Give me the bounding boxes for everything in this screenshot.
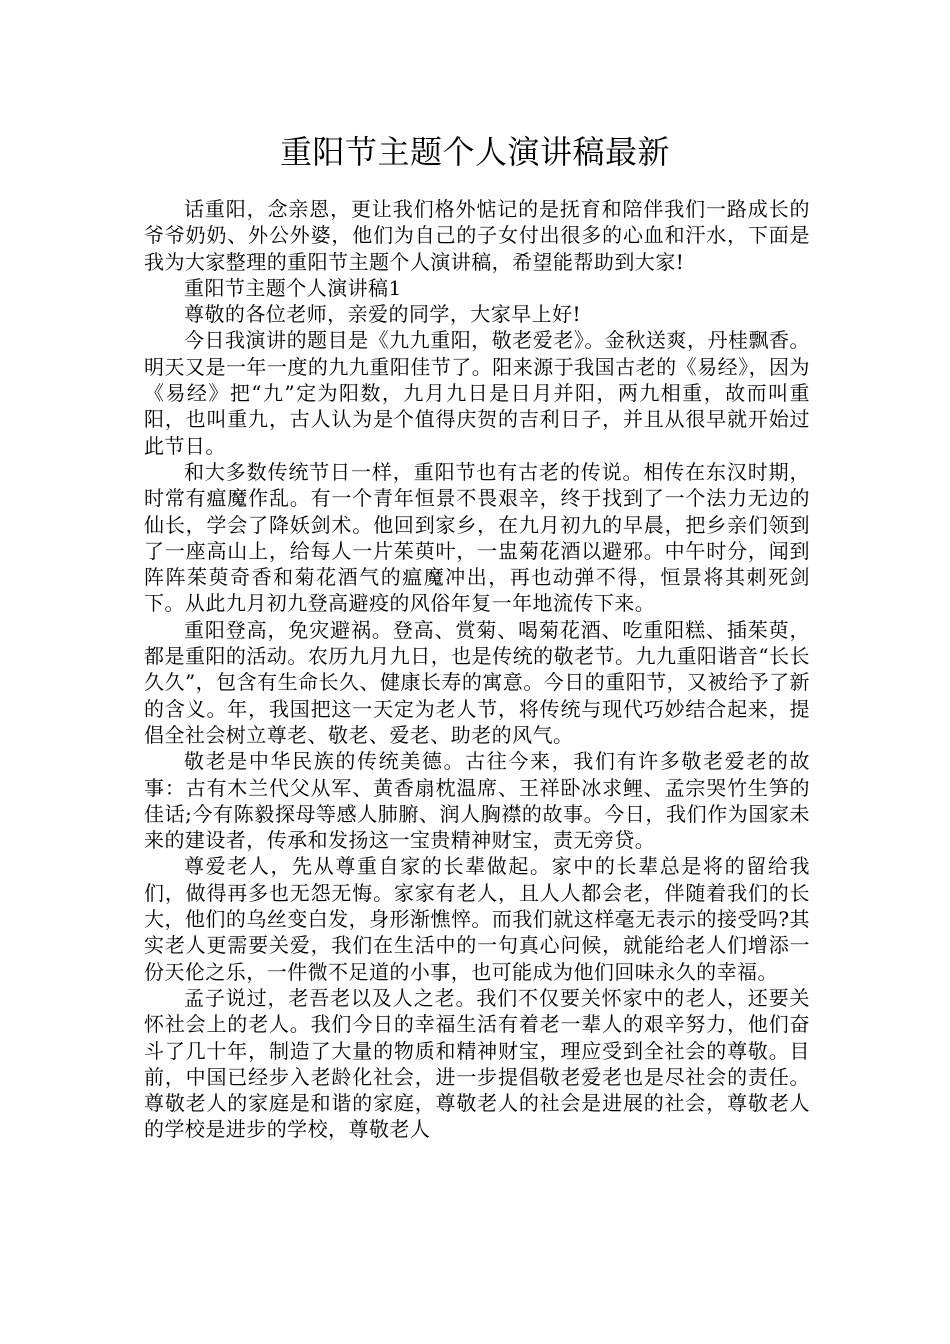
body-paragraph: 今日我演讲的题目是《九九重阳，敬老爱老》。金秋送爽，丹桂飘香。明天又是一年一度的九九重阳佳节了。阳来源于我国古老的《易经》，因为《易经》把“九”定为阳数，九月九日是日月并阳，两九相重，故而叫重阳，也叫重九，古人认为是个值得庆贺的吉利日子，并且从很早就开始过此节日。 — [144, 328, 810, 458]
greeting-paragraph: 尊敬的各位老师，亲爱的同学，大家早上好! — [184, 302, 582, 327]
body-paragraph: 重阳登高，免灾避祸。登高、赏菊、喝菊花酒、吃重阳糕、插茱萸，都是重阳的活动。农历九月九日，也是传统的敬老节。九九重阳谐音“长长久久”，包含有生命长久、健康长寿的寓意。今日的重阳节，又被给予了新的含义。年，我国把这一天定为老人节，将传统与现代巧妙结合起来，提倡全社会树立尊老、敬老、爱老、助老的风气。 — [144, 617, 810, 747]
document-title: 重阳节主题个人演讲稿最新 — [279, 133, 670, 171]
body-paragraph: 尊爱老人，先从尊重自家的长辈做起。家中的长辈总是将的留给我们，做得再多也无怨无悔。家家有老人，且人人都会老，伴随着我们的长大，他们的乌丝变白发，身形渐憔悴。而我们就这样毫无表示的接受吗?其实老人更需要关爱，我们在生活中的一句真心问候，就能给老人们增添一份天伦之乐，一件微不足道的小事，也可能成为他们回味永久的幸福。 — [144, 854, 810, 984]
body-paragraph: 孟子说过，老吾老以及人之老。我们不仅要关怀家中的老人，还要关怀社会上的老人。我们今日的幸福生活有着老一辈人的艰辛努力，他们奋斗了几十年，制造了大量的物质和精神财宝，理应受到全社会的尊敬。目前，中国已经步入老龄化社会，进一步提倡敬老爱老也是尽社会的责任。尊敬老人的家庭是和谐的家庭，尊敬老人的社会是进展的社会，尊敬老人的学校是进步的学校，尊敬老人 — [144, 985, 810, 1142]
body-paragraph: 和大多数传统节日一样，重阳节也有古老的传说。相传在东汉时期，时常有瘟魔作乱。有一个青年恒景不畏艰辛，终于找到了一个法力无边的仙长，学会了降妖剑术。他回到家乡，在九月初九的早晨，把乡亲们领到了一座高山上，给每人一片茱萸叶，一盅菊花酒以避邪。中午时分，闻到阵阵茱萸奇香和菊花酒气的瘟魔冲出，再也动弹不得，恒景将其刺死剑下。从此九月初九登高避疫的风俗年复一年地流传下来。 — [144, 459, 810, 616]
speech-heading: 重阳节主题个人演讲稿1 — [184, 275, 402, 300]
document-body — [144, 196, 810, 1143]
body-paragraph: 敬老是中华民族的传统美德。古往今来，我们有许多敬老爱老的故事：古有木兰代父从军、黄香扇枕温席、王祥卧冰求鲤、孟宗哭竹生笋的佳话;今有陈毅探母等感人肺腑、润人胸襟的故事。今日，我们作为国家未来的建设者，传承和发扬这一宝贵精神财宝，责无旁贷。 — [144, 749, 810, 853]
intro-paragraph: 话重阳，念亲恩，更让我们格外惦记的是抚育和陪伴我们一路成长的爷爷奶奶、外公外婆，他们为自己的子女付出很多的心血和汗水，下面是我为大家整理的重阳节主题个人演讲稿，希望能帮助到大家! — [144, 197, 810, 274]
